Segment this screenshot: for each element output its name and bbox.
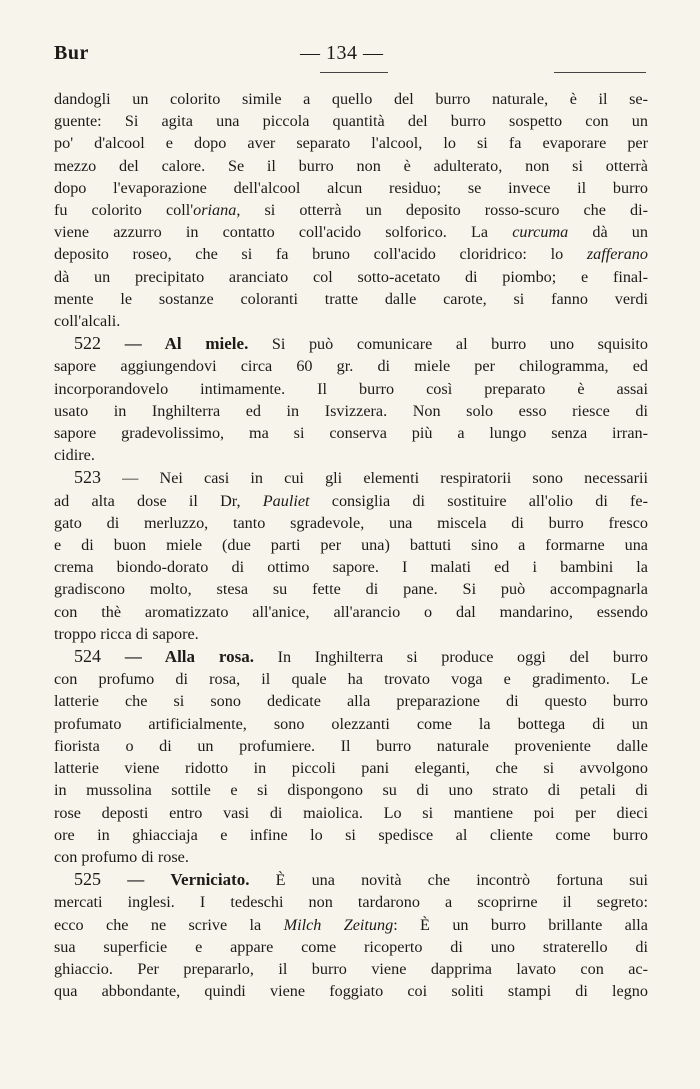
text-line: 524 — Alla rosa. In Inghilterra si produce oggi del burro — [74, 646, 648, 667]
text-line: con thè aromatizzato all'anice, all'arancio o dal mandarino, essendo — [54, 602, 648, 621]
text-line: usato in Inghilterra ed in Isvizzera. Non solo esso riesce di — [54, 401, 648, 420]
text-line: cidire. — [54, 446, 95, 465]
text-line: sapore gradevolissimo, ma si conserva più a lungo senza irran- — [54, 424, 648, 443]
text-line: fu colorito coll'oriana, si otterrà un deposito rosso-scuro che di- — [54, 201, 648, 220]
text-line: e di buon miele (due parti per una) battuti sino a formarne una — [54, 536, 648, 555]
text-line: rose deposti entro vasi di maiolica. Lo si mantiene poi per dieci — [54, 803, 648, 822]
italic-term: oriana — [193, 201, 237, 220]
text-line: profumato artificialmente, sono olezzanti come la bottega di un — [54, 714, 648, 733]
text-line: qua abbondante, quindi viene foggiato coi soliti stampi di legno — [54, 982, 648, 1001]
page-header — [54, 36, 648, 66]
section-heading: — Verniciato. — [101, 870, 250, 890]
header-rule — [320, 72, 388, 73]
italic-term: curcuma — [512, 223, 569, 242]
running-head: Bur — [54, 42, 89, 64]
italic-term: Pauliet — [262, 491, 310, 510]
text-line: con profumo di rosa, il quale ha trovato voga e gradimento. Le — [54, 670, 648, 689]
text-line: con profumo di rose. — [54, 847, 189, 866]
section-heading: — Alla rosa. — [101, 647, 254, 667]
text-line: po' d'alcool e dopo aver separato l'alcool, lo si fa evaporare per — [54, 134, 648, 153]
paragraph-number: 525 — [74, 869, 101, 890]
paragraph-524 — [54, 645, 648, 868]
text-line: fiorista o di un profumiere. Il burro naturale proveniente dalle — [54, 736, 648, 755]
text-line: viene azzurro in contatto coll'acido solforico. La curcuma dà un — [54, 223, 648, 242]
text-line: troppo ricca di sapore. — [54, 624, 199, 643]
text-line: sua superficie e appare come ricoperto di uno straterello di — [54, 937, 648, 956]
italic-term: Milch Zeitung — [283, 915, 394, 934]
text-line: 522 — Al miele. Si può comunicare al burro uno squisito — [74, 333, 648, 354]
text-line: dopo l'evaporazione dell'alcool alcun residuo; se invece il burro — [54, 178, 648, 197]
book-page — [54, 36, 648, 1002]
page-body — [54, 88, 648, 1002]
text-line: crema biondo-dorato di ottimo sapore. I malati ed i bambini la — [54, 558, 648, 577]
text-line: latterie viene ridotto in piccoli pani eleganti, che si avvolgono — [54, 759, 648, 778]
paragraph-525 — [54, 868, 648, 1002]
section-heading: — Al miele. — [101, 334, 249, 354]
text-line: deposito roseo, che si fa bruno coll'acido cloridrico: lo zafferano — [54, 245, 648, 264]
text-line: coll'alcali. — [54, 312, 121, 331]
text-line: 523 — Nei casi in cui gli elementi respiratorii sono necessarii — [74, 467, 648, 488]
paragraph-number: 524 — [74, 646, 101, 667]
paragraph-523 — [54, 466, 648, 645]
text-line: in mussolina sottile e si dispongono su di uno strato di petali di — [54, 781, 648, 800]
text-line: ore in ghiacciaja e infine lo si spedisce al cliente come burro — [54, 825, 648, 844]
paragraph-number: 523 — [74, 467, 101, 488]
text-line: sapore aggiungendovi circa 60 gr. di miele per chilogramma, ed — [54, 357, 648, 376]
text-line: mezzo del calore. Se il burro non è adulterato, non si otterrà — [54, 156, 648, 175]
text-line: mente le sostanze coloranti tratte dalle carote, si fanno verdi — [54, 289, 648, 308]
page-number: — 134 — — [300, 42, 384, 64]
paragraph-522 — [54, 332, 648, 466]
italic-term: zafferano — [586, 245, 648, 264]
paragraph-continuation — [54, 88, 648, 332]
text-line: incorporandovelo intimamente. Il burro così preparato è assai — [54, 379, 648, 398]
text-line: dandogli un colorito simile a quello del burro naturale, è il se- — [54, 90, 648, 108]
text-line: ad alta dose il Dr, Pauliet consiglia di sostituire all'olio di fe- — [54, 491, 648, 510]
text-line: gato di merluzzo, tanto sgradevole, una miscela di burro fresco — [54, 513, 648, 532]
paragraph-number: 522 — [74, 333, 101, 354]
text-line: guente: Si agita una piccola quantità del burro sospetto con un — [54, 112, 648, 131]
text-line: ghiaccio. Per prepararlo, il burro viene dapprima lavato con ac- — [54, 959, 648, 978]
text-line: ecco che ne scrive la Milch Zeitung: È un burro brillante alla — [54, 915, 648, 934]
text-line: latterie che si sono dedicate alla preparazione di questo burro — [54, 692, 648, 711]
text-line: dà un precipitato aranciato col sotto-acetato di piombo; e final- — [54, 267, 648, 286]
text-line: 525 — Verniciato. È una novità che incontrò fortuna sui — [74, 869, 649, 890]
text-line: mercati inglesi. I tedeschi non tardarono a scoprirne il segreto: — [54, 893, 648, 912]
header-rule — [554, 72, 646, 73]
text-line: gradiscono molto, stesa su fette di pane. Si può accompagnarla — [54, 580, 648, 599]
